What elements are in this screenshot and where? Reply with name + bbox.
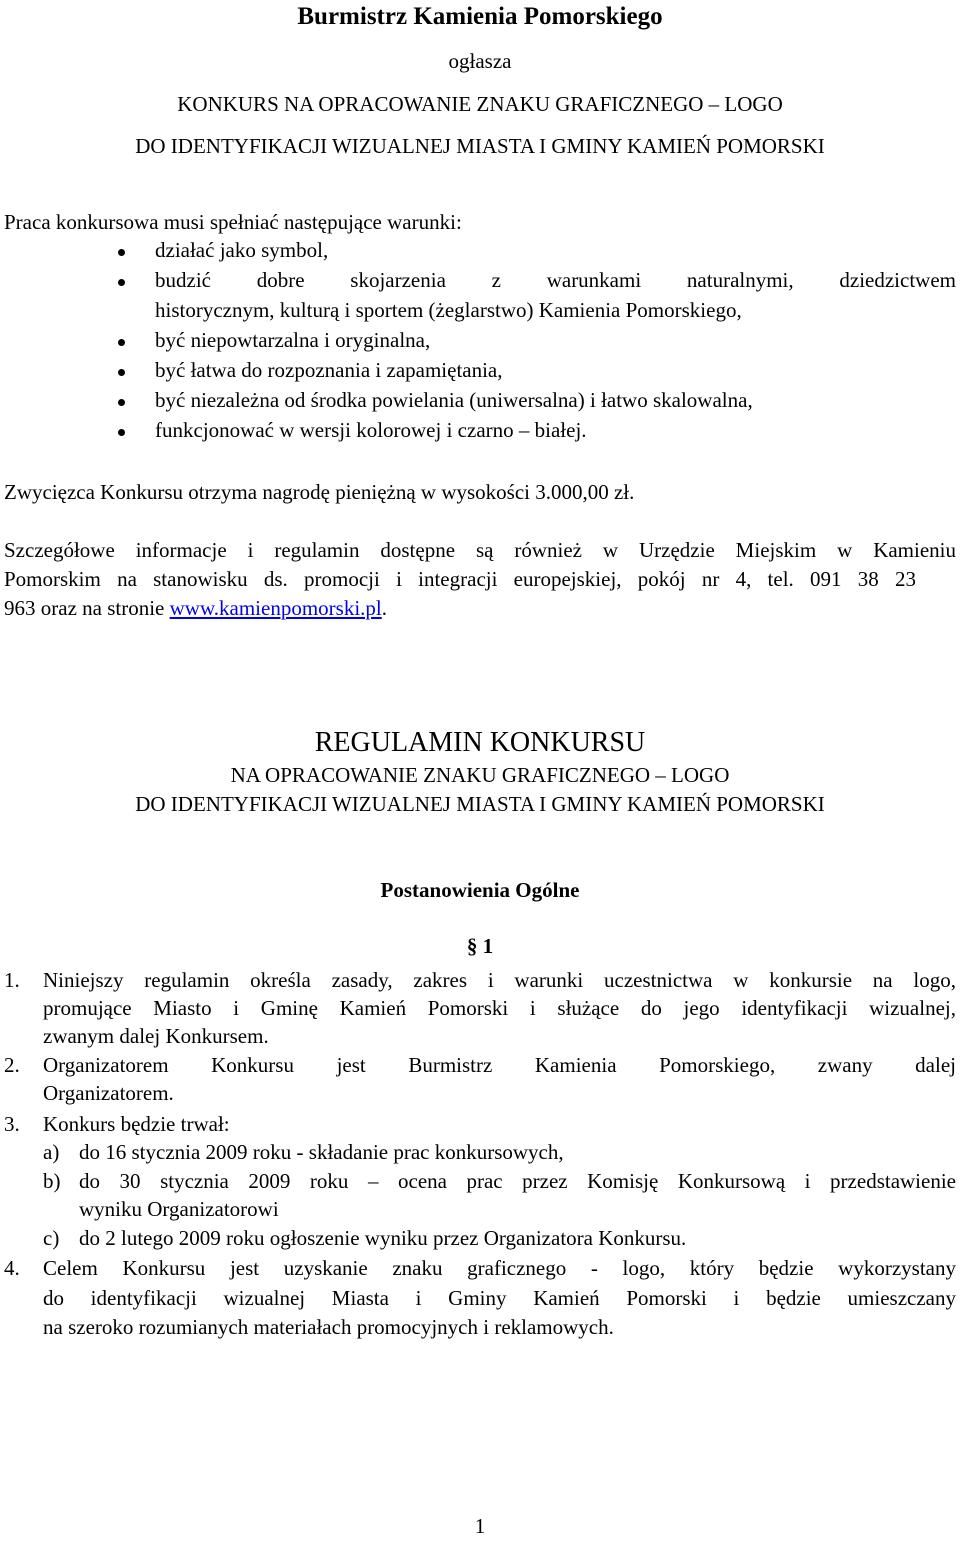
condition-item: być niezależna od środka powielania (uniwersalna) i łatwo skalowalna, (155, 388, 753, 412)
item-text: Konkurs będzie trwał: (43, 1112, 230, 1136)
item-text: Organizatorem Konkursu jest Burmistrz Kamienia Pomorskiego, zwany dalej (43, 1053, 956, 1077)
section-number: § 1 (466, 934, 494, 958)
details-text-suffix: . (381, 596, 387, 620)
subitem-text: do 16 stycznia 2009 roku - składanie prac konkursowych, (79, 1140, 564, 1164)
conditions-intro: Praca konkursowa musi spełniać następujące warunki: (4, 210, 462, 234)
item-text: Niniejszy regulamin określa zasady, zakres i warunki uczestnictwa w konkursie na logo, (43, 968, 956, 992)
item-number: 2. (4, 1053, 20, 1077)
section-title: Postanowienia Ogólne (380, 878, 580, 902)
bullet-icon (118, 279, 125, 286)
item-text: na szeroko rozumianych materiałach promocyjnych i reklamowych. (43, 1315, 614, 1339)
page-number: 1 (474, 1514, 486, 1538)
condition-item: być niepowtarzalna i oryginalna, (155, 328, 431, 352)
condition-item: budzić dobre skojarzenia z warunkami naturalnymi, dziedzictwem (155, 268, 956, 292)
subitem-text: do 2 lutego 2009 roku ogłoszenie wyniku przez Organizatora Konkursu. (79, 1226, 687, 1250)
contest-title-line2: DO IDENTYFIKACJI WIZUALNEJ MIASTA I GMINY KAMIEŃ POMORSKI (135, 134, 825, 158)
item-text: Celem Konkursu jest uzyskanie znaku graficznego - logo, który będzie wykorzystany (43, 1256, 956, 1280)
regulations-heading: REGULAMIN KONKURSU (314, 727, 646, 758)
regulations-subheading-line2: DO IDENTYFIKACJI WIZUALNEJ MIASTA I GMINY KAMIEŃ POMORSKI (135, 792, 825, 816)
bullet-icon (118, 369, 125, 376)
subitem-letter: c) (43, 1226, 60, 1250)
item-text: Organizatorem. (43, 1081, 174, 1105)
item-text: zwanym dalej Konkursem. (43, 1024, 269, 1048)
subitem-text: do 30 stycznia 2009 roku – ocena prac przez Komisję Konkursową i przedstawienie (79, 1169, 956, 1193)
issuer-title: Burmistrz Kamienia Pomorskiego (297, 3, 663, 30)
item-text: do identyfikacji wizualnej Miasta i Gminy Kamień Pomorski i będzie umieszczany (43, 1286, 956, 1310)
item-text: promujące Miasto i Gminę Kamień Pomorski i służące do jego identyfikacji wizualnej, (43, 996, 956, 1020)
bullet-icon (118, 339, 125, 346)
website-link[interactable]: www.kamienpomorski.pl (169, 596, 382, 620)
subitem-letter: a) (43, 1140, 60, 1164)
condition-item: działać jako symbol, (155, 238, 329, 262)
details-text (4, 594, 387, 623)
details-text-prefix: 963 oraz na stronie (4, 596, 170, 620)
condition-item-continuation: historycznym, kulturą i sportem (żeglarstwo) Kamienia Pomorskiego, (155, 298, 742, 322)
regulations-subheading-line1: NA OPRACOWANIE ZNAKU GRAFICZNEGO – LOGO (230, 763, 730, 787)
item-number: 1. (4, 968, 20, 992)
bullet-icon (118, 249, 125, 256)
subitem-text: wyniku Organizatorowi (79, 1197, 279, 1221)
item-number: 3. (4, 1112, 20, 1136)
condition-item: być łatwa do rozpoznania i zapamiętania, (155, 358, 503, 382)
details-text: Pomorskim na stanowisku ds. promocji i integracji europejskiej, pokój nr 4, tel. 091 38 23 (4, 567, 916, 591)
subitem-letter: b) (43, 1169, 61, 1193)
announcement-verb: ogłasza (448, 49, 512, 73)
prize-text: Zwycięzca Konkursu otrzyma nagrodę pieniężną w wysokości 3.000,00 zł. (4, 480, 635, 504)
bullet-icon (118, 399, 125, 406)
contest-title-line1: KONKURS NA OPRACOWANIE ZNAKU GRAFICZNEGO – LOGO (177, 92, 783, 116)
item-number: 4. (4, 1256, 20, 1280)
condition-item: funkcjonować w wersji kolorowej i czarno – białej. (155, 418, 587, 442)
details-text: Szczegółowe informacje i regulamin dostępne są również w Urzędzie Miejskim w Kamieniu (4, 538, 956, 562)
bullet-icon (118, 429, 125, 436)
